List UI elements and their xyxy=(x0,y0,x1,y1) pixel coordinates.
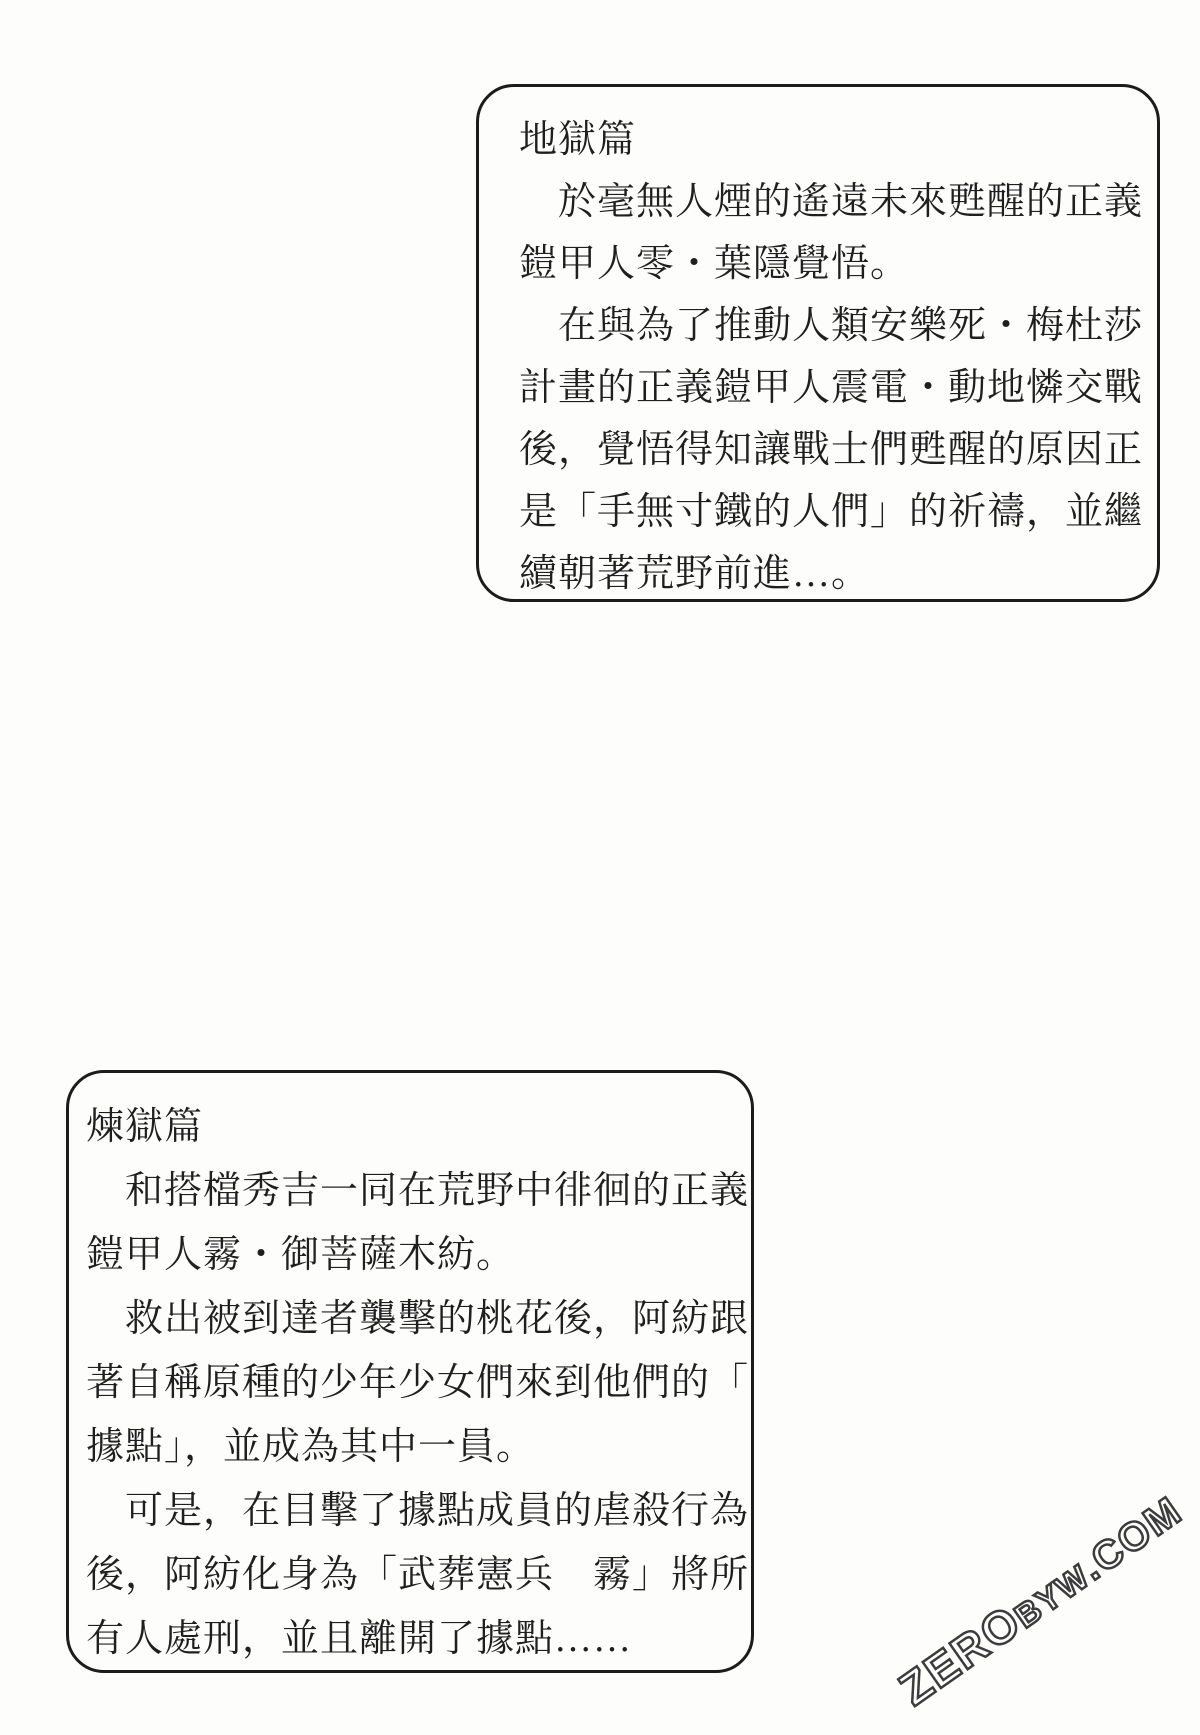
watermark-text-byw: BYW xyxy=(1007,1556,1097,1635)
text-line: 計畫的正義鎧甲人震電・動地憐交戰 xyxy=(519,367,1144,409)
text-line: 續朝著荒野前進…。 xyxy=(519,553,871,595)
text-line: 可是，在目擊了據點成員的虐殺行為 xyxy=(86,1490,750,1532)
purgatory-chapter-synopsis-box xyxy=(66,1070,754,1673)
text-line: 和搭檔秀吉一同在荒野中徘徊的正義 xyxy=(86,1170,750,1212)
text-line: 後，覺悟得知讓戰士們甦醒的原因正 xyxy=(519,429,1144,471)
purgatory-chapter-title: 煉獄篇 xyxy=(86,1106,204,1148)
watermark-text-zero: ZERO xyxy=(889,1594,1031,1716)
site-watermark xyxy=(889,1482,1191,1716)
text-line: 是「手無寸鐵的人們」的祈禱，並繼 xyxy=(519,491,1144,533)
text-line: 著自稱原種的少年少女們來到他們的「 xyxy=(86,1362,750,1404)
watermark-text-com: .COM xyxy=(1072,1488,1191,1589)
text-line: 在與為了推動人類安樂死・梅杜莎 xyxy=(519,305,1144,347)
text-line: 救出被到達者襲擊的桃花後，阿紡跟 xyxy=(86,1298,750,1340)
text-line: 據點」，並成為其中一員。 xyxy=(86,1426,536,1468)
text-line: 有人處刑，並且離開了據點…… xyxy=(86,1618,633,1660)
text-line: 於毫無人煙的遙遠未來甦醒的正義 xyxy=(519,181,1144,223)
hell-chapter-title: 地獄篇 xyxy=(519,119,637,161)
hell-chapter-synopsis-box xyxy=(476,84,1160,602)
text-line: 鎧甲人霧・御菩薩木紡。 xyxy=(86,1234,516,1276)
text-line: 後，阿紡化身為「武葬憲兵 霧」將所 xyxy=(86,1554,750,1596)
text-line: 鎧甲人零・葉隱覺悟。 xyxy=(519,243,910,285)
